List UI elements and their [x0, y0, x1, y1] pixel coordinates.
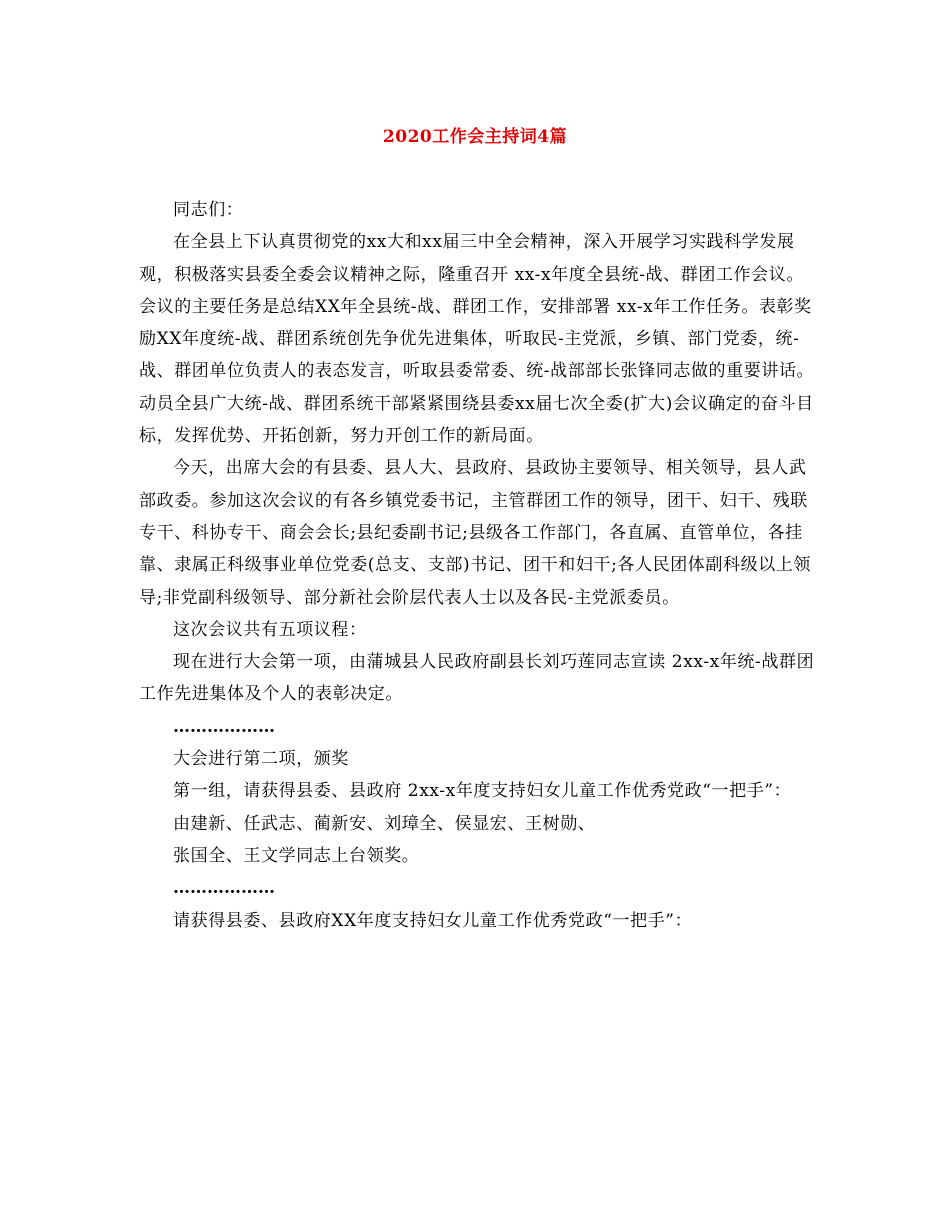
- document-body: [139, 194, 819, 937]
- paragraph-award-call: 请获得县委、县政府XX年度支持妇女儿童工作优秀党政“一把手”：: [173, 910, 693, 931]
- paragraph-opening: 在全县上下认真贯彻党的xx大和xx届三中全会精神，深入开展学习实践科学发展观，积极落实县委全委会议精神之际，隆重召开 xx-x年度全县统-战、群团工作会议。会议的主要任务是总结XX年全县统-战、群团工作，安排部署 xx-x年工作任务。表彰奖励XX年度统-战、群团系统创先争优先进集体，听取民-主党派，乡镇、部门党委，统-战、群团单位负责人的表态发言，听取县委常委、统-战部部长张锋同志做的重要讲话。动员全县广大统-战、群团系统干部紧紧围绕县委xx届七次全委(扩大)会议确定的奋斗目标，发挥优势、开拓创新，努力开创工作的新局面。: [139, 232, 815, 447]
- paragraph-group-one: 第一组，请获得县委、县政府 2xx-x年度支持妇女儿童工作优秀党政“一把手”：: [173, 781, 792, 802]
- paragraph-attendees: 今天，出席大会的有县委、县人大、县政府、县政协主要领导、相关领导，县人武部政委。参加这次会议的有各乡镇党委书记，主管群团工作的领导，团干、妇干、残联专干、科协专干、商会会长;县纪委副书记;县级各工作部门，各直属、直管单位，各挂靠、隶属正科级事业单位党委(总支、支部)书记、团干和妇干;各人民团体副科级以上领导;非党副科级领导、部分新社会阶层代表人士以及各民-主党派委员。: [139, 458, 811, 608]
- document-title: 2020工作会主持词4篇: [382, 127, 568, 147]
- paragraph-names-line-two: 张国全、王文学同志上台领奖。: [173, 845, 420, 866]
- paragraph-item-one: 现在进行大会第一项，由蒲城县人民政府副县长刘巧莲同志宣读 2xx-x年统-战群团工作先进集体及个人的表彰决定。: [139, 652, 815, 705]
- paragraph-agenda-intro: 这次会议共有五项议程：: [173, 619, 367, 640]
- paragraph-names-line-one: 由建新、任武志、蔺新安、刘璋全、侯显宏、王树勋、: [173, 813, 596, 834]
- ellipsis-separator: ………………: [173, 716, 275, 737]
- ellipsis-separator: ………………: [173, 878, 275, 899]
- paragraph-item-two: 大会进行第二项，颁奖: [173, 749, 349, 770]
- salutation: 同志们：: [173, 200, 244, 220]
